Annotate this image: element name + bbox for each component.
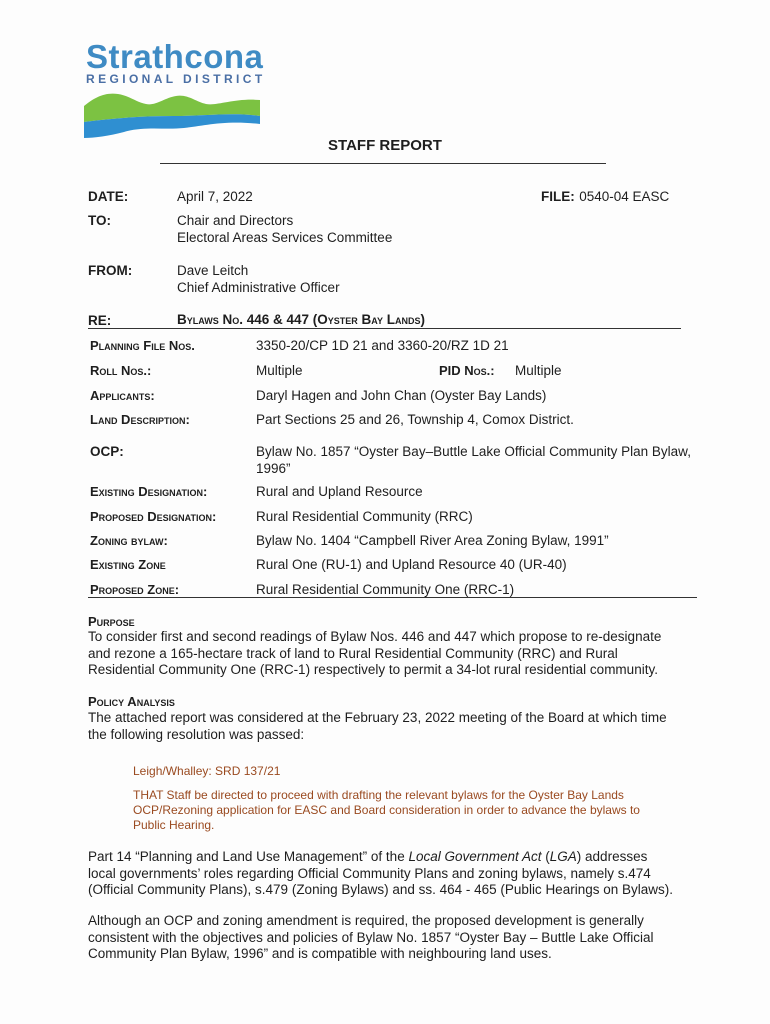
policy-line-1: The attached report was considered at the February 23, 2022 meeting of the Board at which time	[88, 710, 667, 725]
policy-p2-line-3: (Official Community Plans), s.479 (Zoning Bylaws) and ss. 464 - 465 (Public Hearings on Bylaws).	[88, 882, 673, 897]
policy-p2-line-1	[88, 849, 682, 866]
to-line-1: Chair and Directors	[177, 213, 294, 228]
resolution-line-2: OCP/Rezoning application for EASC and Board consideration in order to advance the bylaws to	[133, 803, 640, 817]
title-divider	[160, 163, 606, 164]
existing-zone-label: Existing Zone	[90, 557, 166, 572]
policy-p3-line-1: Although an OCP and zoning amendment is required, the proposed development is generally	[88, 913, 644, 928]
file-label: FILE:	[541, 189, 575, 204]
lga-text-a: Part 14 “Planning and Land Use Management” of the	[88, 849, 409, 864]
resolution-text	[133, 788, 673, 833]
zoning-bylaw-value: Bylaw No. 1404 “Campbell River Area Zoning Bylaw, 1991”	[256, 533, 609, 548]
purpose-paragraph	[88, 629, 682, 679]
existing-zone-value: Rural One (RU-1) and Upland Resource 40 (UR-40)	[256, 557, 567, 572]
re-value: Bylaws No. 446 & 447 (Oyster Bay Lands)	[177, 312, 425, 327]
ocp-label: OCP:	[90, 444, 124, 459]
lga-text-b: (	[541, 849, 550, 864]
logo-landscape-icon	[84, 86, 264, 138]
applicants-value: Daryl Hagen and John Chan (Oyster Bay Lands)	[256, 388, 547, 403]
page-title: STAFF REPORT	[328, 137, 442, 154]
logo-subtitle: REGIONAL DISTRICT	[86, 72, 266, 86]
policy-line-2: the following resolution was passed:	[88, 726, 305, 742]
land-description-value: Part Sections 25 and 26, Township 4, Comox District.	[256, 412, 574, 427]
existing-designation-value: Rural and Upland Resource	[256, 484, 423, 499]
zoning-bylaw-label: Zoning bylaw:	[90, 533, 168, 548]
lga-abbreviation: LGA	[549, 849, 577, 864]
from-line-2: Chief Administrative Officer	[177, 280, 340, 295]
proposed-zone-value: Rural Residential Community One (RRC-1)	[256, 582, 515, 597]
resolution-line-1: THAT Staff be directed to proceed with drafting the relevant bylaws for the Oyster Bay Lands	[133, 788, 624, 802]
policy-paragraph-2	[88, 849, 682, 899]
policy-p3-line-2: consistent with the objectives and policies of Bylaw No. 1857 “Oyster Bay – Buttle Lake Official	[88, 929, 654, 945]
purpose-line-2: and rezone a 165-hectare track of land to Rural Residential Community (RRC) and Rural	[88, 645, 618, 661]
date-label: DATE:	[88, 189, 129, 204]
re-label: RE:	[88, 313, 112, 328]
resolution-line-3: Public Hearing.	[133, 818, 215, 832]
date-value: April 7, 2022	[177, 189, 253, 204]
roll-value: Multiple	[256, 363, 303, 378]
to-label: TO:	[88, 213, 111, 228]
logo-wordmark: Strathcona	[86, 38, 264, 75]
lga-text-c: ) addresses	[576, 849, 648, 864]
proposed-designation-value: Rural Residential Community (RRC)	[256, 509, 473, 524]
ocp-value-line-2: 1996”	[256, 461, 291, 476]
roll-label: Roll Nos.:	[90, 363, 152, 378]
file-reference	[541, 188, 669, 206]
existing-designation-label: Existing Designation:	[90, 484, 208, 499]
header-divider	[88, 328, 681, 329]
policy-paragraph-1	[88, 710, 682, 743]
from-line-1: Dave Leitch	[177, 263, 249, 278]
policy-paragraph-3	[88, 913, 682, 963]
purpose-line-1: To consider first and second readings of Bylaw Nos. 446 and 447 which propose to re-designate	[88, 629, 662, 644]
file-value: 0540-04 EASC	[579, 189, 670, 204]
policy-heading: Policy Analysis	[88, 694, 175, 709]
proposed-zone-label: Proposed Zone:	[90, 582, 180, 597]
purpose-heading: Purpose	[88, 614, 135, 629]
policy-p3-line-3: Community Plan Bylaw, 1996” and is compatible with neighbouring land uses.	[88, 946, 552, 961]
planning-file-value: 3350-20/CP 1D 21 and 3360-20/RZ 1D 21	[256, 338, 509, 353]
resolution-reference: Leigh/Whalley: SRD 137/21	[133, 764, 281, 778]
planning-file-label: Planning File Nos.	[90, 338, 195, 353]
policy-p2-line-2: local governments’ roles regarding Official Community Plans and zoning bylaws, namely s.474	[88, 865, 651, 881]
purpose-line-3: Residential Community One (RRC-1) respectively to permit a 34-lot rural residential community.	[88, 662, 658, 677]
from-label: FROM:	[88, 263, 133, 278]
lga-title: Local Government Act	[408, 849, 542, 864]
applicants-label: Applicants:	[90, 388, 155, 403]
details-divider	[88, 597, 697, 598]
pid-value: Multiple	[515, 363, 562, 378]
ocp-value-line-1: Bylaw No. 1857 “Oyster Bay–Buttle Lake Official Community Plan Bylaw,	[256, 444, 691, 459]
to-line-2: Electoral Areas Services Committee	[177, 230, 393, 245]
proposed-designation-label: Proposed Designation:	[90, 509, 217, 524]
land-description-label: Land Description:	[90, 412, 190, 427]
pid-label: PID Nos.:	[439, 363, 495, 378]
